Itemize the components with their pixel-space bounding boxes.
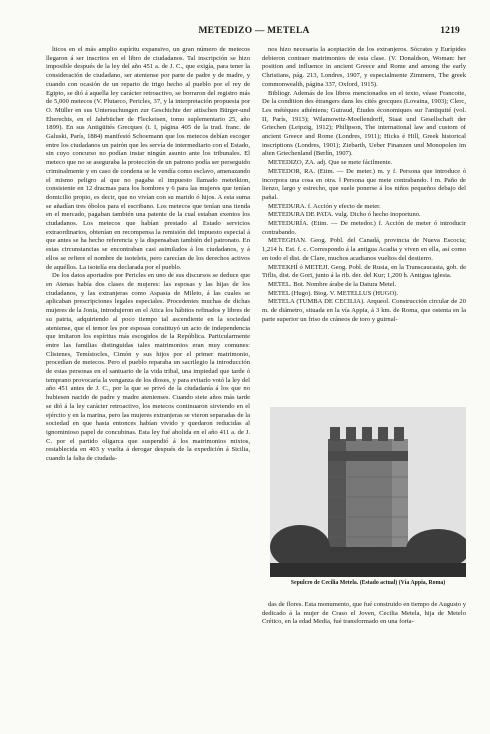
ground: [270, 563, 466, 577]
tomb-photograph: [270, 407, 466, 577]
entry-metel-bot: METEL. Bot. Nombre árabe de la Datura Metel.: [268, 280, 397, 288]
entry-metela: METELA (TUMBA DE CECILIA). Arqueol. Construcción circular de 20 m. de diámetro, situada en la vía Appia, á 3 km. de Roma, que ostenta en la parte superior un friso de cráneos de toro y guirnal-: [262, 298, 466, 323]
entry-meteghan: METEGHAN. Geog. Pobl. del Canadá, provincia de Nueva Escocia; 1,214 h. Est. f. c. Correspondo á la antigua Acadia y viven en ella, así como en todo el dist. de Clare, muchos acadianos vueltos del destierro.: [262, 237, 466, 262]
paragraph: nos hizo necesaria la aceptación de los extranjeros. Sócrates y Eurípides debieron contraer matrimonios de esta clase. (V. Donaldson, Woman: her position and influence in ancient Greece and Rome and among the early Christians, pág. 213, Londres, 1907, y especialmente Zimmern, The greek commonwealth, página 337, Oxford, 1915).: [262, 46, 466, 88]
entry-metekhi: METEKHÍ ó METEJI. Geog. Pobl. de Rusia, en la Transcaucasia, gob. de Tiflis, dist. de Gori, junto á la rib. der. del Kur; 1,200 h. Antigua iglesia.: [262, 263, 466, 280]
left-column: [46, 46, 250, 706]
figure-caption: Sepulcro de Cecilia Metela. (Estado actual) (Vía Appia, Roma): [290, 580, 446, 586]
entry-metedizo: METEDIZO, ZA. adj. Que se mete fácilmente.: [268, 159, 393, 167]
paragraph: Bibliogr. Además de los libros mencionados en el texto, véase Francotte, De la condition des étrangers dans les cités grecques (Lovaina, 1903); Clerc, Les métèques athéniens; Guiraud, Études économiques sur l'antiquité (vol. II, París, 1913); Wilamowitz-Moellendorff, Staat und Gesellschaft der Griechen (Leipzig, 1912); Philipson, The international law and custom of ancient Greece and Rome (Londres, 1911); Hicks é Hill, Greek historical inscriptions (Londres, 1901); Ziebarth, Ueber Finanzen und Monopolen im alten Griechenland (Berlín, 1907).: [262, 89, 466, 158]
tomb-illustration: [270, 407, 466, 577]
header-title: METEDIZO — METELA: [198, 26, 310, 36]
entry-metedor: METEDOR, RA. (Etim. — De meter.) m. y f. Persona que introduce ó incorpora una cosa en otra. ‖ Persona que mete contrabando. ‖ m. Paño de lienzo, largo y estrecho, que suele ponerse á los niños pequeños debajo del pañal.: [262, 167, 466, 201]
paragraph: De los datos aportados por Pericles en uno de sus discursos se deduce que en Atenas había dos clases de mujeres: las esposas y las hijas de los ciudadanos, y las extranjeras como Aspasia de Mileto, á las cuales se aplicaban prescripciones legales especiales. Procedentes muchas de dichas mujeres de la Jonia, introdujeron en el Atica los hábitos refinados y libres de su patria, adquiriendo al poco tiempo tal ascendiente en la sociedad ateniense, que el temor les por esposas constituyó un acto de independencia que imitaron los espíritus más escogidos de la República. Particularmente entre las familias distinguidas tales matrimonios eran muy comunes: Clistenes, Temístocles, Cimón y sus hijos por el primer matrimonio, procedían de metecos. Pero el pueblo reparaba un sacrilegio la introducción de estas personas en el santuario de la vida tribal, una impiedad que tarde ó temprano provocaría la venganza de los dioses, y para evitarlo votó la ley del año 451 antes de J. C., por la que se privó de la ciudadanía á los que no hubiesen nacido de padre y madre atenienses. Cuando siete años más tarde se dió á la ley carácter retroactivo, los metecos continuaron sirviendo en el ejército y en la marina, pero las mujeres extranjeras se vieron separadas de la sociedad en que hasta entonces habían vivido y quedaron reducidas al ignominioso papel de concubinas. Esta ley fué abolida en el año 411 a. de J. C. por el partido oligarca que suspendió á los matrimonios mixtos, restablecida en 403 y vuelta á derogar después de la expedición á Sicilia, cuando la falta de ciudada-: [46, 272, 250, 463]
paragraph: das de flores. Esta monumento, que fué construido en tiempo de Augusto y dedicado á la mujer de Craso el Joven, Cecilia Metela, hija de Metelo Crético, en la edad Media, fué transformado en una forta-: [262, 601, 466, 626]
right-column-top: [262, 46, 466, 406]
frieze: [328, 451, 408, 461]
entry-metedura-de-pata: METEDURA DE PATA. vulg. Dicho ó hecho inoportuno.: [268, 211, 421, 219]
page-number: 1219: [440, 26, 460, 36]
entry-meteduria: METEDURÍA. (Etim. — De metedor.) f. Acción de meter ó introducir contrabando.: [262, 220, 466, 236]
right-column-bottom: [262, 601, 466, 701]
entry-metel-hugo: METEL (Hugo). Biog. V. METELLUS (HUGO).: [268, 289, 399, 297]
paragraph: lticos en el más amplio espíritu expansivo, un gran número de metecos llegaron á ser inscritos en el libro de ciudadanos. Tal inscripción se hizo imposible después de la ley del año 451 a. de J. C., que exigía, para tener la consideración de ciudadano, ser ateniense por parte de padre y de madre, y cuando con ocasión de un reparto de trigo hecho al pueblo por el rey de Egipto, se dió á aquella ley carácter retroactivo, se borraron del registro más de 5,000 metecos (V. Plutarco, Pericles, 37, y la interpretación propuesta por O. Müller en sus Untersuchungen zur Geschichte der attischen Bürger-und Eherechts, en el Jahrbücher de Fleckeisen, tomo suplementario 25, año 1899). En sus Antigüités Grecques (t. I, página 405 de la trad. franc. de Galuski, París, 1884) manifestó Schoemann que los metecos debían escoger entre los ciudadanos un patrón que les servía de intermediario con el Estado, sin cuyo concurso no podían instar ningún asunto ante los tribunales. El meteco que no se aseguraba la protección de un patrono podía ser perseguido criminalmente y en caso de condena se le vendía como esclavo, amenazando el mismo peligro al que no pagaba el impuesto llamado meteikion, consistente en 12 dracmas para los hombres y 6 para las mujeres que tenían domicilio propio, es decir, que no vivían con su marido ó hijos. A esta suma se añadían tres óbolos para el escribano. Los metecos que tenían una tienda en el mercado, pagaban también una patente de la cual estaban exentos los ciudadanos. Los metecos que habían prestado al Estado servicios extraordinarios, obtenían en recompensa la remisión del impuesto especial á que antes se ha hecho referencia y la dispensaban también del patronato. En estas circunstancias se encontraban casi asimilados á los ciudadanos, y á ellos se refiere el nombre de isotelets, pero carecían de los derechos activos de aquéllos. La isotelía era declarada por el pueblo.: [46, 46, 250, 271]
entry-metedura: METEDURA. f. Acción y efecto de meter.: [268, 202, 381, 210]
running-header: [48, 26, 460, 40]
